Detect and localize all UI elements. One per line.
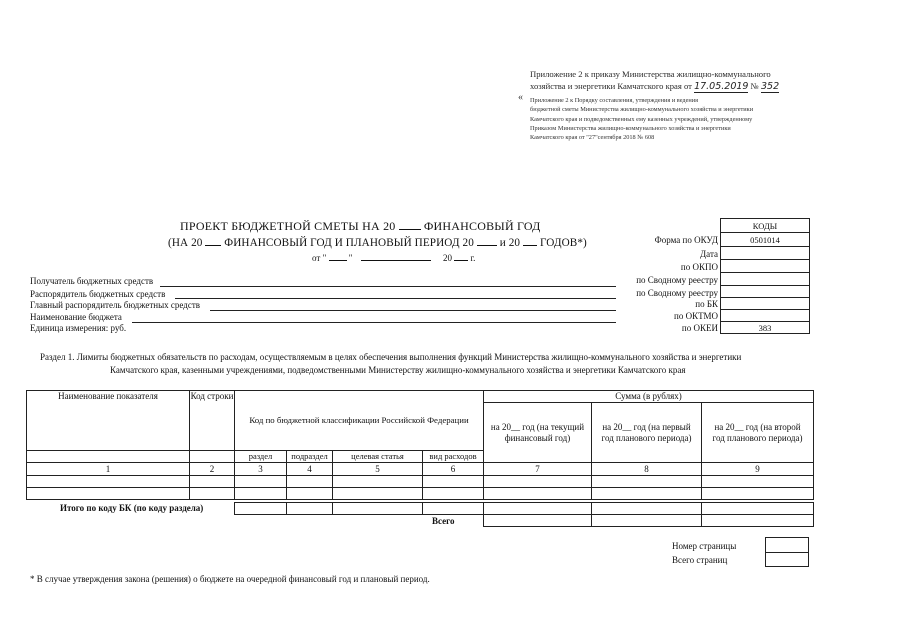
header-year-2: на 20__ год (на первый год планового периода) bbox=[592, 403, 702, 463]
year-blank bbox=[454, 251, 468, 261]
header-code: Код строки bbox=[190, 391, 235, 451]
annex-date-handwritten: 17.05.2019 bbox=[694, 81, 749, 92]
code-okei[interactable]: 383 bbox=[721, 322, 810, 334]
annex-small-line: Камчатского края и подведомственных ему казенных учреждений, утвержденному bbox=[530, 115, 753, 123]
cell[interactable] bbox=[592, 476, 702, 488]
col-number: 8 bbox=[592, 463, 702, 476]
cell[interactable] bbox=[423, 476, 484, 488]
col-number: 1 bbox=[27, 463, 190, 476]
field-chief-manager-label: Главный распорядитель бюджетных средств bbox=[30, 300, 200, 310]
total-all-cell[interactable] bbox=[484, 515, 592, 527]
code-date[interactable] bbox=[721, 247, 810, 260]
year-blank bbox=[399, 220, 421, 230]
annex-small-text bbox=[530, 96, 753, 142]
annex-small-line: Камчатского края от "27"сентября 2018 № 608 bbox=[530, 134, 655, 142]
cell[interactable] bbox=[423, 488, 484, 500]
code-okpo[interactable] bbox=[721, 260, 810, 273]
field-manager-line[interactable] bbox=[175, 298, 616, 299]
cell[interactable] bbox=[287, 488, 333, 500]
title-part: ГОДОВ*) bbox=[539, 237, 587, 249]
total-bk-cell[interactable] bbox=[592, 503, 702, 515]
title-part: и 20 bbox=[499, 237, 521, 249]
field-recipient-line[interactable] bbox=[160, 286, 616, 287]
total-pages-label: Всего страниц bbox=[672, 555, 728, 565]
date-part: 20 bbox=[442, 253, 452, 263]
section-title-line-1: Раздел 1. Лимиты бюджетных обязательств по расходам, осуществляемым в целях обеспечения выполнения функций Министерства жилищно-коммунального хозяйства и энергетики bbox=[40, 352, 742, 362]
label-register-1: по Сводному реестру bbox=[636, 275, 718, 285]
cell[interactable] bbox=[484, 476, 592, 488]
field-recipient-label: Получатель бюджетных средств bbox=[30, 276, 154, 286]
cell[interactable] bbox=[190, 476, 235, 488]
total-bk-cell[interactable] bbox=[235, 503, 287, 515]
total-all-cell[interactable] bbox=[592, 515, 702, 527]
total-bk-cell[interactable] bbox=[702, 503, 814, 515]
date-part: г. bbox=[470, 253, 476, 263]
annex-number-handwritten: 352 bbox=[761, 81, 780, 92]
label-oktmo: по ОКТМО bbox=[674, 311, 718, 321]
section-title-line-2: Камчатского края, казенными учреждениями, подведомственными Министерству жилищно-коммунального хозяйства и энергетики Камчатского края bbox=[110, 365, 686, 375]
annex-number-sign: № bbox=[750, 81, 759, 91]
label-register-2: по Сводному реестру bbox=[636, 288, 718, 298]
col-number: 4 bbox=[287, 463, 333, 476]
year-blank bbox=[523, 236, 537, 246]
page-number-box[interactable] bbox=[765, 537, 809, 567]
cell[interactable] bbox=[484, 488, 592, 500]
cell[interactable] bbox=[592, 488, 702, 500]
cell[interactable] bbox=[27, 476, 190, 488]
cell[interactable] bbox=[702, 488, 814, 500]
title-part: (НА 20 bbox=[168, 237, 203, 249]
code-oktmo[interactable] bbox=[721, 310, 810, 322]
page-box-divider bbox=[766, 552, 808, 553]
title-date-line bbox=[312, 251, 475, 263]
field-chief-manager-line[interactable] bbox=[210, 310, 616, 311]
label-okud: Форма по ОКУД bbox=[654, 235, 718, 245]
total-all-label: Всего bbox=[432, 516, 455, 526]
col-number: 2 bbox=[190, 463, 235, 476]
cell[interactable] bbox=[27, 488, 190, 500]
date-part: " bbox=[348, 253, 353, 263]
col-number: 9 bbox=[702, 463, 814, 476]
table-row[interactable] bbox=[27, 476, 814, 488]
header-year-1: на 20__ год (на текущий финансовый год) bbox=[484, 403, 592, 463]
label-date: Дата bbox=[700, 249, 718, 259]
label-okpo: по ОКПО bbox=[680, 262, 718, 272]
code-register-1[interactable] bbox=[721, 273, 810, 286]
cell[interactable] bbox=[235, 476, 287, 488]
page-number-label: Номер страницы bbox=[672, 541, 737, 551]
annex-small-line: Приложение 2 к Порядку составления, утверждения и ведения bbox=[530, 97, 699, 104]
title-line-2 bbox=[168, 236, 587, 249]
annex-small-line: Приказом Министерства жилищно-коммунального хозяйства и энергетики bbox=[530, 124, 731, 132]
codes-box bbox=[720, 218, 810, 334]
totals-table bbox=[234, 502, 814, 527]
code-register-2[interactable] bbox=[721, 286, 810, 298]
cell[interactable] bbox=[702, 476, 814, 488]
budget-table bbox=[26, 390, 814, 500]
header-bk: Код по бюджетной классификации Российской Федерации bbox=[235, 391, 484, 451]
cell[interactable] bbox=[287, 476, 333, 488]
month-blank bbox=[361, 251, 431, 261]
annex-line-2 bbox=[530, 80, 779, 93]
annex-line-1: Приложение 2 к приказу Министерства жилищно-коммунального bbox=[530, 69, 771, 79]
label-bk: по БК bbox=[695, 299, 718, 309]
cell[interactable] bbox=[333, 488, 423, 500]
codes-header: КОДЫ bbox=[721, 219, 810, 233]
title-part: ПРОЕКТ БЮДЖЕТНОЙ СМЕТЫ НА 20 bbox=[180, 219, 396, 233]
field-budget-name-label: Наименование бюджета bbox=[30, 312, 122, 322]
total-bk-cell[interactable] bbox=[423, 503, 484, 515]
field-unit-label: Единица измерения: руб. bbox=[30, 323, 127, 333]
year-blank bbox=[477, 236, 497, 246]
total-bk-cell[interactable] bbox=[484, 503, 592, 515]
table-row[interactable] bbox=[27, 488, 814, 500]
label-okei: по ОКЕИ bbox=[681, 323, 718, 333]
col-number: 3 bbox=[235, 463, 287, 476]
cell[interactable] bbox=[333, 476, 423, 488]
day-blank bbox=[329, 251, 347, 261]
header-subsection: подраздел bbox=[287, 451, 333, 463]
annex-line-2-prefix: хозяйства и энергетики Камчатского края от bbox=[530, 81, 692, 91]
col-number: 5 bbox=[333, 463, 423, 476]
year-blank bbox=[205, 236, 221, 246]
header-expense: вид расходов bbox=[423, 451, 484, 463]
header-name: Наименование показателя bbox=[27, 391, 190, 451]
header-code-spacer bbox=[190, 451, 235, 463]
date-part: от " bbox=[312, 253, 327, 263]
col-number: 6 bbox=[423, 463, 484, 476]
header-section: раздел bbox=[235, 451, 287, 463]
header-year-3: на 20__ год (на второй год планового периода) bbox=[702, 403, 814, 463]
annex-mark: « bbox=[518, 92, 523, 103]
total-all-cell[interactable] bbox=[702, 515, 814, 527]
header-name-spacer bbox=[27, 451, 190, 463]
field-budget-name-line[interactable] bbox=[132, 322, 616, 323]
title-part: ФИНАНСОВЫЙ ГОД bbox=[423, 219, 541, 233]
header-sum: Сумма (в рублях) bbox=[484, 391, 814, 403]
col-number: 7 bbox=[484, 463, 592, 476]
footnote: * В случае утверждения закона (решения) о бюджете на очередной финансовый год и плановый период. bbox=[30, 574, 430, 584]
title-line-1 bbox=[180, 219, 541, 234]
field-manager-label: Распорядитель бюджетных средств bbox=[30, 289, 166, 299]
code-bk[interactable] bbox=[721, 298, 810, 310]
annex-small-line: бюджетной сметы Министерства жилищно-коммунального хозяйства и энергетики bbox=[530, 106, 754, 114]
cell[interactable] bbox=[190, 488, 235, 500]
code-okud[interactable]: 0501014 bbox=[721, 233, 810, 247]
annex-header bbox=[530, 68, 779, 93]
total-bk-cell[interactable] bbox=[333, 503, 423, 515]
total-by-bk-label: Итого по коду БК (по коду раздела) bbox=[60, 503, 204, 513]
total-bk-cell[interactable] bbox=[287, 503, 333, 515]
title-part: ФИНАНСОВЫЙ ГОД И ПЛАНОВЫЙ ПЕРИОД 20 bbox=[224, 237, 474, 249]
cell[interactable] bbox=[235, 488, 287, 500]
header-target: целевая статья bbox=[333, 451, 423, 463]
